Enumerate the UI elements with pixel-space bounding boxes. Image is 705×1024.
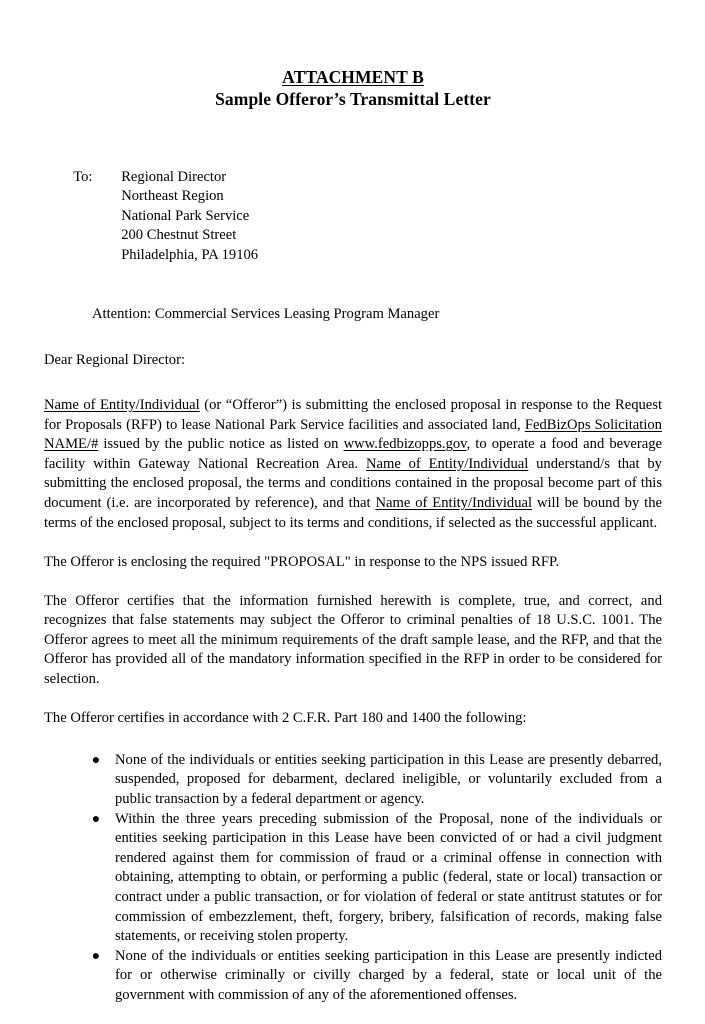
certification-bullet-list [44, 751, 662, 1006]
text-run: The Offeror certifies that the information furnished herewith is complete, true, and correct, and recognizes that false statements may subject the Offeror to criminal penalties of 18 U.S.C. 1001. The Offeror agrees to meet all the minimum requirements of the draft sample lease, and the RFP, and that the Offeror has provided all of the mandatory information specified in the RFP in order to be considered for selection. [44, 592, 662, 688]
recipient-address-line: Northeast Region [121, 188, 224, 205]
title-line-subtitle-text: Sample Offeror’s Transmittal Letter [215, 89, 491, 109]
recipient-address-line: Regional Director [121, 168, 227, 185]
text-run: (or “Offeror”) is submitting the enclosed proposal in response to the Request for Proposals (RFP) to lease National Park Service facilities and associated land, [44, 396, 662, 433]
recipient-address-line: National Park Service [121, 207, 250, 224]
attention-line: Attention: Commercial Services Leasing Program Manager [92, 305, 440, 322]
recipient-address-line: Philadelphia, PA 19106 [121, 246, 259, 263]
title-line-attachment [44, 66, 662, 88]
underlined-placeholder: Name of Entity/Individual [375, 494, 533, 511]
underlined-placeholder: Name of Entity/Individual [365, 455, 529, 472]
text-run: issued by the public notice as listed on [98, 436, 344, 453]
enclosure-paragraph [44, 553, 662, 573]
list-item-text: None of the individuals or entities seeking participation in this Lease are presently indicted for or otherwise criminally or civilly charged by a federal, state or local unit of the government with commission of any of the aforementioned offenses. [115, 947, 662, 1003]
underlined-placeholder: www.fedbizopps.gov [343, 436, 467, 453]
bullet-icon: ● [91, 948, 101, 964]
cfr-intro-paragraph [44, 709, 662, 729]
list-item-text: Within the three years preceding submission of the Proposal, none of the individuals or entities seeking participation in this Lease have been convicted of or had a civil judgment rendered against them for commission of fraud or a criminal offense in connection with obtaining, attempting to obtain, or performing a public (federal, state or local) transaction or contract under a public transaction, or for violation of federal or state antitrust statutes or for commission of embezzlement, theft, forgery, bribery, falsification of records, making false statements, or receiving stolen property. [115, 810, 662, 945]
document-title-block [44, 66, 662, 110]
bullet-icon: ● [91, 811, 101, 827]
underlined-placeholder: FedBizOps Solicitation NAME/# [44, 416, 662, 453]
list-item [44, 810, 662, 947]
list-item-text: None of the individuals or entities seeking participation in this Lease are presently debarred, suspended, proposed for debarment, declared ineligible, or voluntarily excluded from a public transaction by a federal department or agency. [115, 751, 662, 807]
list-item [44, 947, 662, 1006]
text-run: The Offeror is enclosing the required "PROPOSAL" in response to the NPS issued RFP. [44, 553, 560, 570]
document-content [44, 0, 662, 1005]
title-line-attachment-text: ATTACHMENT B [282, 67, 424, 87]
bullet-icon: ● [91, 752, 101, 768]
recipient-lines [121, 168, 258, 266]
certification-paragraph [44, 592, 662, 690]
text-run: will be bound by the terms of the enclosed proposal, subject to its terms and conditions, if selected as the successful applicant. [44, 494, 663, 531]
underlined-placeholder: Name of Entity/Individual [44, 396, 200, 413]
submission-paragraph [44, 396, 662, 533]
text-run: , to operate a food and beverage facility within Gateway National Recreation Area. [44, 436, 662, 472]
recipient-row [44, 148, 662, 285]
recipient-address-line: 200 Chestnut Street [121, 227, 237, 244]
salutation: Dear Regional Director: [44, 352, 186, 369]
text-run: The Offeror certifies in accordance with 2 C.F.R. Part 180 and 1400 the following: [44, 710, 527, 727]
recipient-address-block [44, 148, 662, 285]
recipient-label: To: [73, 168, 93, 185]
text-run: understand/s that by submitting the enclosed proposal, the terms and conditions contained in the proposal become part of this document (i.e. are incorporated by reference), and that [44, 455, 662, 511]
list-item [44, 751, 662, 810]
title-line-subtitle [44, 88, 662, 110]
